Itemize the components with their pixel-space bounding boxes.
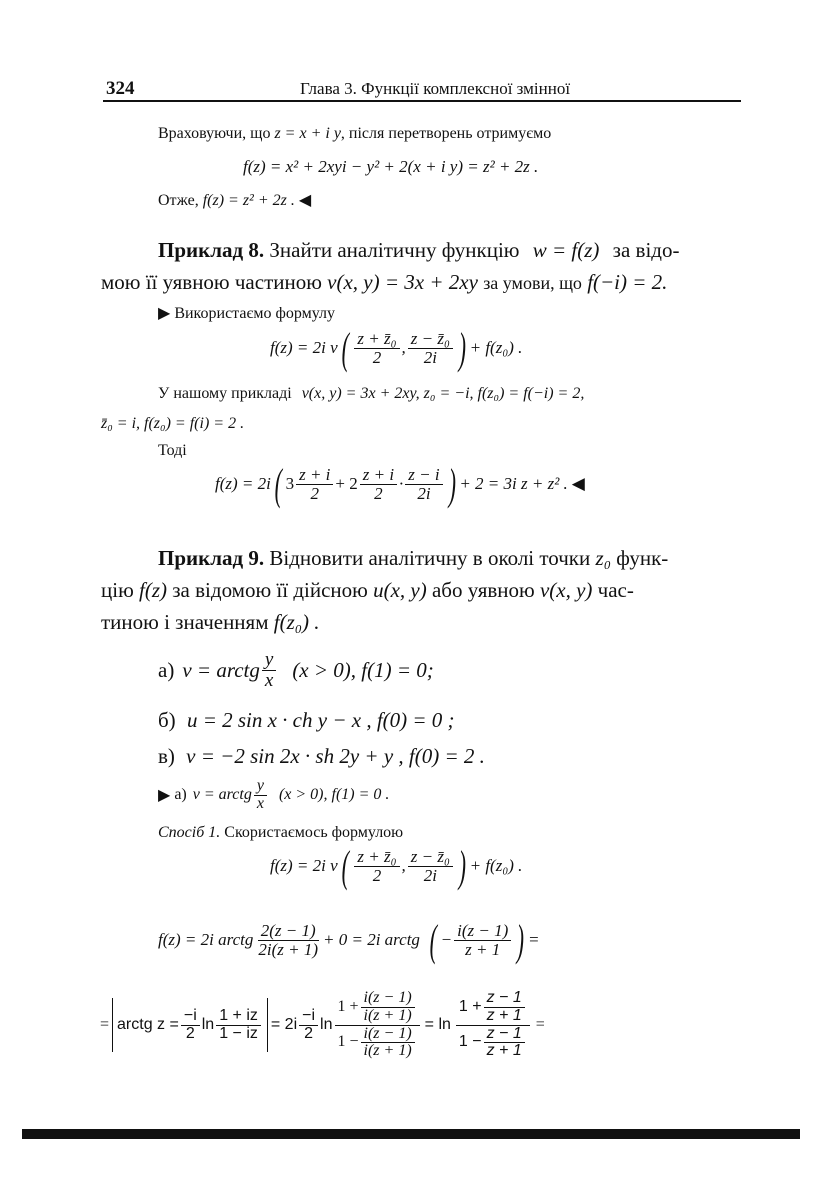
- denominator: 2: [374, 483, 383, 503]
- numerator: i(z − 1): [454, 922, 511, 941]
- coef: 3: [285, 474, 295, 494]
- example-title: Приклад 9.: [158, 546, 265, 570]
- denominator: z + 1: [465, 939, 501, 959]
- text: Знайти аналітичну функцію: [269, 238, 520, 262]
- paren-right: ): [458, 841, 466, 891]
- tail: =: [535, 1016, 545, 1034]
- formula: (x > 0), f(1) = 0 .: [278, 786, 390, 804]
- text: У нашому прикладі: [158, 385, 292, 402]
- formula: z = x + i y: [274, 125, 341, 142]
- tail: + f(z₀) .: [469, 856, 523, 876]
- fraction: [454, 922, 511, 959]
- text: , після перетворень отримуємо: [340, 125, 552, 142]
- formula: f(−i) = 2.: [587, 270, 668, 294]
- fraction: [484, 990, 525, 1025]
- ln: = ln: [424, 1016, 451, 1034]
- denominator: 2: [310, 483, 319, 503]
- fraction: [216, 1008, 261, 1043]
- running-title: Глава 3. Функції комплексної змінної: [300, 79, 571, 98]
- formula: z₀: [595, 546, 611, 570]
- formula-f-z-2: [270, 841, 523, 891]
- numerator: [456, 990, 530, 1026]
- tail: + 2 = 3i z + z² .: [459, 474, 568, 494]
- paren-left: (: [274, 459, 282, 509]
- formula: v(x, y): [539, 578, 593, 602]
- numerator: −i: [181, 1008, 200, 1026]
- lhs: f(z) = 2i: [215, 474, 271, 494]
- formula-f-z: [270, 323, 523, 373]
- tail: + f(z₀) .: [469, 338, 523, 358]
- text: цію: [101, 578, 134, 602]
- tail: =: [527, 930, 540, 950]
- top-formula-2: f(z) = x² + 2xyi − y² + 2(x + i y) = z² + 2z .: [243, 157, 539, 176]
- mid: + 0 = 2i arctg: [323, 930, 420, 950]
- numerator: z − 1: [484, 1026, 525, 1044]
- numerator: z − i: [405, 466, 442, 485]
- example-8-result: [215, 459, 585, 509]
- fraction: [255, 922, 321, 959]
- numerator: y: [262, 650, 276, 671]
- denominator: z + 1: [486, 1006, 522, 1024]
- denominator: 2: [304, 1024, 314, 1042]
- end-marker: ◀: [571, 474, 585, 494]
- denominator: x: [256, 794, 264, 812]
- paren-right: ): [448, 459, 456, 509]
- ln: ln: [201, 1016, 215, 1034]
- text: 1 −: [337, 1033, 359, 1051]
- formula: v(x, y) = 3x + 2xy: [327, 270, 478, 294]
- text: Отже,: [158, 192, 199, 209]
- example-8-line-1: [158, 238, 679, 263]
- denominator: x: [264, 669, 274, 691]
- text: функ-: [616, 546, 669, 570]
- label: б): [158, 708, 176, 732]
- paren-right: ): [458, 323, 466, 373]
- big-fraction: [335, 990, 420, 1060]
- denominator: [456, 1026, 530, 1061]
- dot: ·: [399, 474, 404, 494]
- fraction: [299, 1008, 318, 1043]
- fraction: [405, 466, 442, 503]
- start-marker: ▶: [158, 787, 171, 805]
- formula: v = −2 sin 2x · sh 2y + y , f(0) = 2 .: [186, 744, 485, 768]
- text: за відомою її дійсною: [172, 578, 368, 602]
- numerator: z − z̄₀: [408, 848, 453, 867]
- numerator: z + i: [296, 466, 333, 485]
- item-b: [158, 708, 455, 733]
- formula: u(x, y): [373, 578, 427, 602]
- comma: ,: [401, 856, 406, 876]
- text: Відновити аналітичну в околі точки: [269, 546, 591, 570]
- denominator: 2i: [423, 347, 437, 367]
- text: тиною і значенням: [101, 610, 269, 634]
- lhs: f(z) = 2i arctg: [158, 930, 254, 950]
- mid: = 2i: [270, 1016, 298, 1034]
- denominator: 2i: [423, 865, 437, 885]
- paren-left: (: [429, 915, 437, 965]
- formula: f(z₀) .: [273, 610, 320, 634]
- item-a: [158, 650, 434, 691]
- solution-a: [158, 778, 389, 813]
- comma: ,: [401, 338, 406, 358]
- eq: =: [100, 1016, 110, 1034]
- formula: f(z): [139, 578, 168, 602]
- ln: ln: [320, 1016, 333, 1034]
- numerator: 2(z − 1): [258, 922, 319, 941]
- fraction: [408, 848, 453, 885]
- text: 1 +: [337, 997, 359, 1015]
- equation-1: [158, 915, 540, 965]
- denominator: 1 − iz: [219, 1024, 258, 1042]
- formula: u = 2 sin x · ch y − x , f(0) = 0 ;: [186, 708, 455, 732]
- numerator: i(z − 1): [361, 990, 415, 1008]
- fraction: [484, 1026, 525, 1061]
- numerator: −i: [299, 1008, 318, 1026]
- lhs: f(z) = 2i v: [270, 338, 338, 358]
- paren-left: (: [341, 841, 349, 891]
- end-marker: ◀: [298, 192, 312, 209]
- example-8-then: Тоді: [158, 442, 187, 459]
- text: мою її уявною частиною: [101, 270, 322, 294]
- fraction: [262, 650, 276, 691]
- label: в): [158, 744, 175, 768]
- denominator: 2: [372, 865, 382, 885]
- numerator: z + z̄₀: [354, 330, 399, 349]
- text: час-: [597, 578, 634, 602]
- page-number: 324: [106, 78, 135, 99]
- example-9-line-2: [101, 578, 634, 603]
- formula: w = f(z): [532, 238, 600, 262]
- numerator: z − 1: [484, 990, 525, 1008]
- fraction: [361, 1026, 415, 1061]
- example-8-line-2: [101, 270, 667, 295]
- formula: v(x, y) = 3x + 2xy, z₀ = −i, f(z₀) = f(−i) = 2,: [301, 385, 585, 402]
- item-c: [158, 744, 485, 769]
- denominator: z + 1: [486, 1042, 522, 1060]
- example-9-line-1: [158, 546, 668, 571]
- text: 1 +: [458, 997, 482, 1015]
- label: а): [158, 657, 175, 682]
- fraction: [408, 330, 453, 367]
- denominator: 2: [185, 1024, 195, 1042]
- numerator: z − z̄₀: [408, 330, 453, 349]
- paren-right: ): [516, 915, 525, 965]
- substitution-block: [112, 998, 268, 1053]
- numerator: [335, 990, 420, 1026]
- fraction: [296, 466, 333, 503]
- formula: (x > 0), f(1) = 0;: [292, 657, 434, 682]
- numerator: y: [254, 778, 267, 796]
- example-8-in-example: [158, 385, 584, 403]
- fraction: [254, 778, 267, 813]
- lhs: f(z) = 2i v: [270, 856, 338, 876]
- label: а): [174, 786, 187, 804]
- bottom-scan-bar: [22, 1129, 800, 1139]
- equation-2: [100, 990, 545, 1060]
- start-marker: ▶: [158, 305, 171, 322]
- header-rule: [103, 100, 741, 102]
- formula: v = arctg: [182, 657, 260, 682]
- example-9-line-3: [101, 610, 320, 635]
- top-line-1: [158, 125, 551, 143]
- method-line: [158, 824, 403, 842]
- text: або уявною: [431, 578, 535, 602]
- minus: −: [440, 930, 453, 950]
- fraction: [354, 848, 399, 885]
- denominator: 2i: [417, 483, 431, 503]
- denominator: i(z + 1): [363, 1006, 412, 1024]
- fraction: [181, 1008, 200, 1043]
- text: 1 −: [458, 1033, 482, 1051]
- top-line-3: [158, 190, 311, 210]
- numerator: z + i: [360, 466, 397, 485]
- text: Використаємо формулу: [174, 305, 335, 322]
- numerator: 1 + iz: [216, 1008, 261, 1026]
- fraction: [360, 466, 397, 503]
- example-title: Приклад 8.: [158, 238, 265, 262]
- denominator: 2: [372, 347, 382, 367]
- text: arctg z =: [117, 1016, 179, 1034]
- big-fraction: [456, 990, 530, 1060]
- text: Скористаємось формулою: [224, 824, 404, 841]
- fraction: [361, 990, 415, 1025]
- denominator: 2i(z + 1): [258, 939, 318, 959]
- text: Враховуючи, що: [158, 125, 271, 142]
- paren-left: (: [341, 323, 349, 373]
- example-8-use-formula: [158, 303, 335, 323]
- formula: v = arctg: [192, 786, 252, 804]
- denominator: [335, 1026, 420, 1061]
- numerator: z + z̄₀: [354, 848, 399, 867]
- text: за умови, що: [483, 273, 582, 293]
- numerator: i(z − 1): [361, 1026, 415, 1044]
- text: за відо-: [612, 238, 680, 262]
- example-8-zbar: z̄₀ = i, f(z₀) = f(i) = 2 .: [101, 415, 245, 432]
- plus: + 2: [335, 474, 358, 494]
- method-label: Спосіб 1.: [158, 824, 221, 841]
- fraction: [354, 330, 399, 367]
- formula: f(z) = z² + 2z .: [202, 192, 295, 209]
- denominator: i(z + 1): [363, 1042, 412, 1060]
